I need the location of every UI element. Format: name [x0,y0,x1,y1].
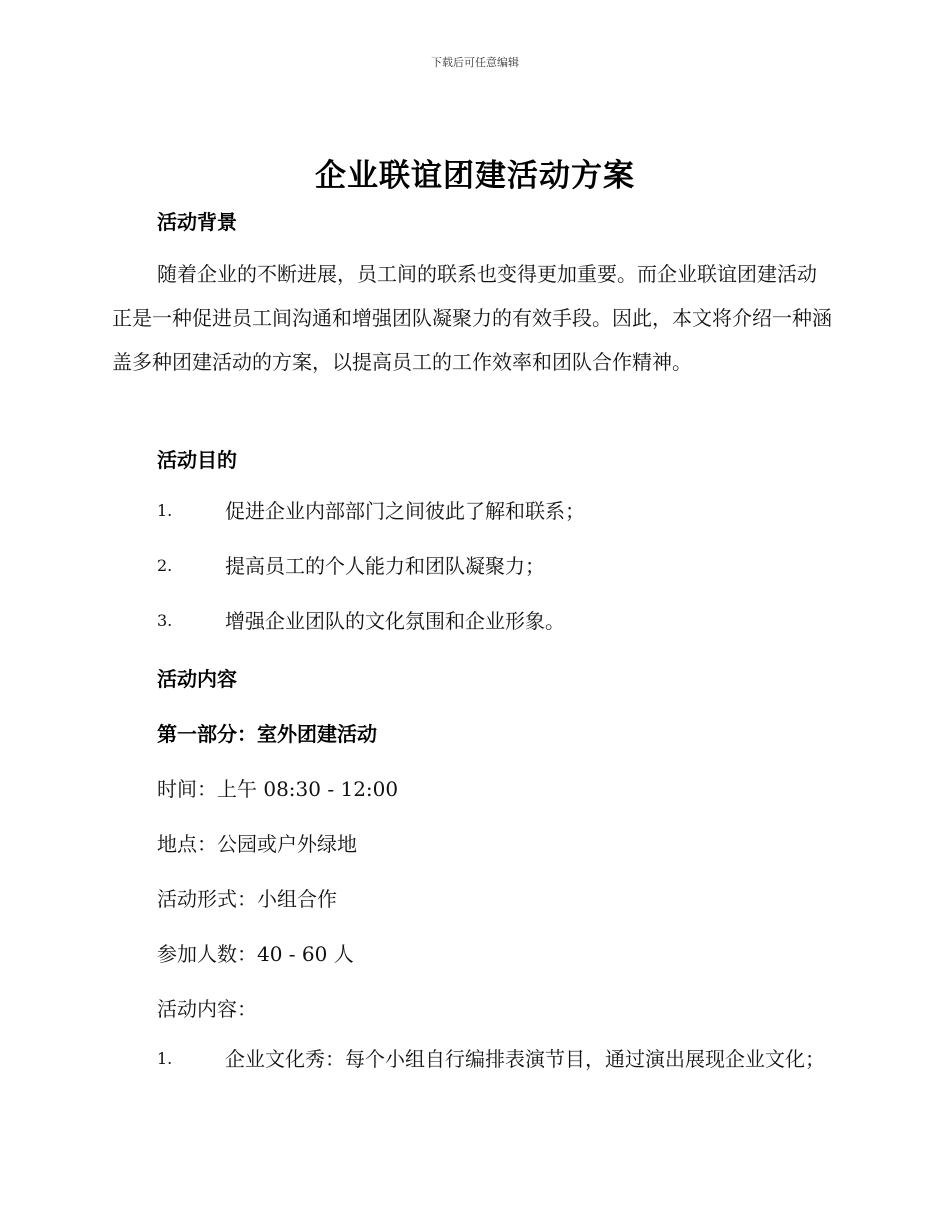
heading-purpose: 活动目的 [157,448,237,472]
list-number: 1. [157,501,173,520]
heading-content: 活动内容 [157,667,237,691]
document-title: 企业联谊团建活动方案 [315,158,635,194]
activity-content-label: 活动内容： [157,997,257,1021]
list-text: 提高员工的个人能力和团队凝聚力； [225,554,545,578]
heading-part1: 第一部分：室外团建活动 [157,722,377,746]
activity-time: 时间：上午 08:30 - 12:00 [157,777,399,801]
activity-place: 地点：公园或户外绿地 [157,832,357,856]
header-note: 下载后可任意编辑 [431,56,519,69]
heading-background: 活动背景 [157,210,237,234]
list-text: 企业文化秀：每个小组自行编排表演节目，通过演出展现企业文化； [225,1047,825,1071]
list-number: 2. [157,556,173,575]
content-list-item [112,1037,834,1081]
list-text: 增强企业团队的文化氛围和企业形象。 [225,609,565,633]
list-number: 1. [157,1049,173,1068]
list-text: 促进企业内部部门之间彼此了解和联系； [225,499,585,523]
paragraph-background: 随着企业的不断进展，员工间的联系也变得更加重要。而企业联谊团建活动正是一种促进员工间沟通和增强团队凝聚力的有效手段。因此，本文将介绍一种涵盖多种团建活动的方案，以提高员工的工作效率和团队合作精神。 [112,262,832,374]
purpose-list-item [112,544,834,588]
purpose-list-item [112,599,834,643]
activity-people: 参加人数：40 - 60 人 [157,942,354,966]
list-number: 3. [157,611,173,630]
purpose-list-item [112,489,834,533]
activity-form: 活动形式：小组合作 [157,887,337,911]
